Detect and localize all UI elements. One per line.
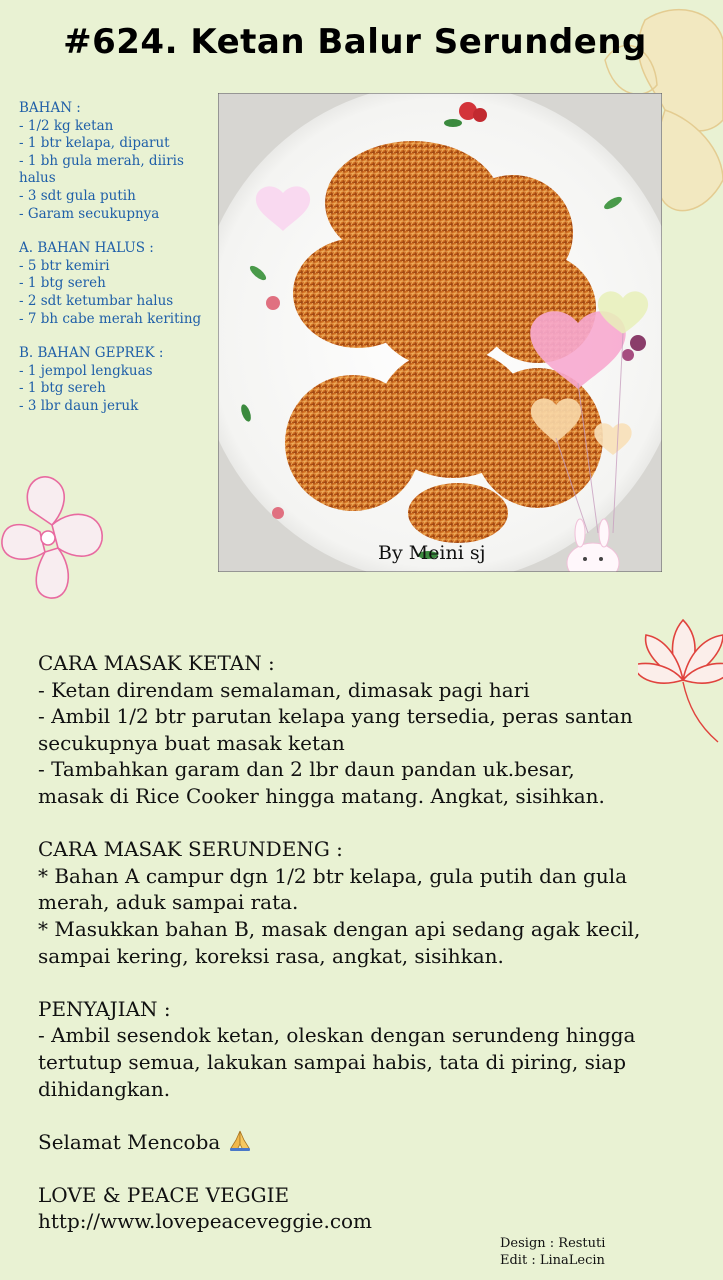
ingredient-line: - 5 btr kemiri (19, 257, 110, 274)
method-line: * Bahan A campur dgn 1/2 btr kelapa, gula putih dan gula (38, 863, 628, 888)
cooking-method (38, 650, 688, 1262)
method-line: - Tambahkan garam dan 2 lbr daun pandan uk.besar, (38, 757, 575, 782)
brand-section (38, 1182, 688, 1235)
ingredient-line: - Garam secukupnya (19, 205, 160, 222)
method-line: secukupnya buat masak ketan (38, 730, 345, 755)
ingredient-line: - 1 btg sereh (19, 275, 106, 292)
method-line: merah, aduk sampai rata. (38, 890, 299, 915)
method-line: sampai kering, koreksi rasa, angkat, sisihkan. (38, 943, 504, 968)
ingredient-line: - 3 sdt gula putih (19, 187, 136, 204)
edit-credit: Edit : LinaLecin (500, 1253, 605, 1268)
method-line: - Ketan direndam semalaman, dimasak pagi hari (38, 677, 530, 702)
bahan-halus-group (19, 240, 219, 328)
method-line: - Ambil 1/2 btr parutan kelapa yang tersedia, peras santan (38, 704, 633, 729)
photo-byline: By Meini sj (378, 542, 486, 564)
penyajian-section (38, 996, 688, 1102)
bahan-group (19, 100, 219, 223)
method-line: tertutup semua, lakukan sampai habis, tata di piring, siap (38, 1049, 627, 1074)
ingredient-line: - 3 lbr daun jeruk (19, 397, 139, 414)
ingredients-list (19, 100, 219, 433)
method-line: - Ambil sesendok ketan, oleskan dengan serundeng hingga (38, 1023, 636, 1048)
cara-masak-ketan-section (38, 650, 688, 810)
closing-section (38, 1129, 688, 1156)
ingredient-line: - 1 jempol lengkuas (19, 362, 153, 379)
method-line: * Masukkan bahan B, masak dengan api sedang agak kecil, (38, 916, 641, 941)
serundeng-plate-illustration (218, 93, 662, 572)
ingredient-line: A. BAHAN HALUS : (19, 240, 154, 257)
credits (500, 1235, 605, 1269)
ingredient-line: B. BAHAN GEPREK : (19, 345, 164, 362)
method-line: dihidangkan. (38, 1076, 171, 1101)
ingredient-line: - 2 sdt ketumbar halus (19, 292, 174, 309)
cara-masak-serundeng-section (38, 836, 688, 969)
method-line: CARA MASAK KETAN : (38, 651, 275, 675)
ingredient-line: halus (19, 170, 56, 187)
ingredient-line: - 1/2 kg ketan (19, 117, 114, 134)
closing-text: Selamat Mencoba (38, 1129, 221, 1154)
method-line: masak di Rice Cooker hingga matang. Angkat, sisihkan. (38, 783, 605, 808)
bahan-geprek-group (19, 345, 219, 415)
ingredient-line: BAHAN : (19, 100, 81, 116)
recipe-title: #624. Ketan Balur Serundeng (63, 22, 647, 62)
ingredient-line: - 1 btr kelapa, diparut (19, 135, 170, 152)
closing-line (38, 1129, 688, 1156)
food-photo (218, 93, 662, 572)
brand-url: http://www.lovepeaceveggie.com (38, 1209, 373, 1234)
design-credit: Design : Restuti (500, 1236, 606, 1251)
method-line: PENYAJIAN : (38, 996, 171, 1021)
ingredient-line: - 7 bh cabe merah keriting (19, 310, 202, 327)
ingredient-line: - 1 bh gula merah, diiris (19, 152, 184, 169)
method-line: CARA MASAK SERUNDENG : (38, 837, 343, 862)
ingredient-line: - 1 btg sereh (19, 380, 106, 397)
pink-orchid-left-decoration (0, 470, 110, 605)
brand-name: LOVE & PEACE VEGGIE (38, 1182, 290, 1207)
praying-hands-icon (227, 1130, 253, 1152)
